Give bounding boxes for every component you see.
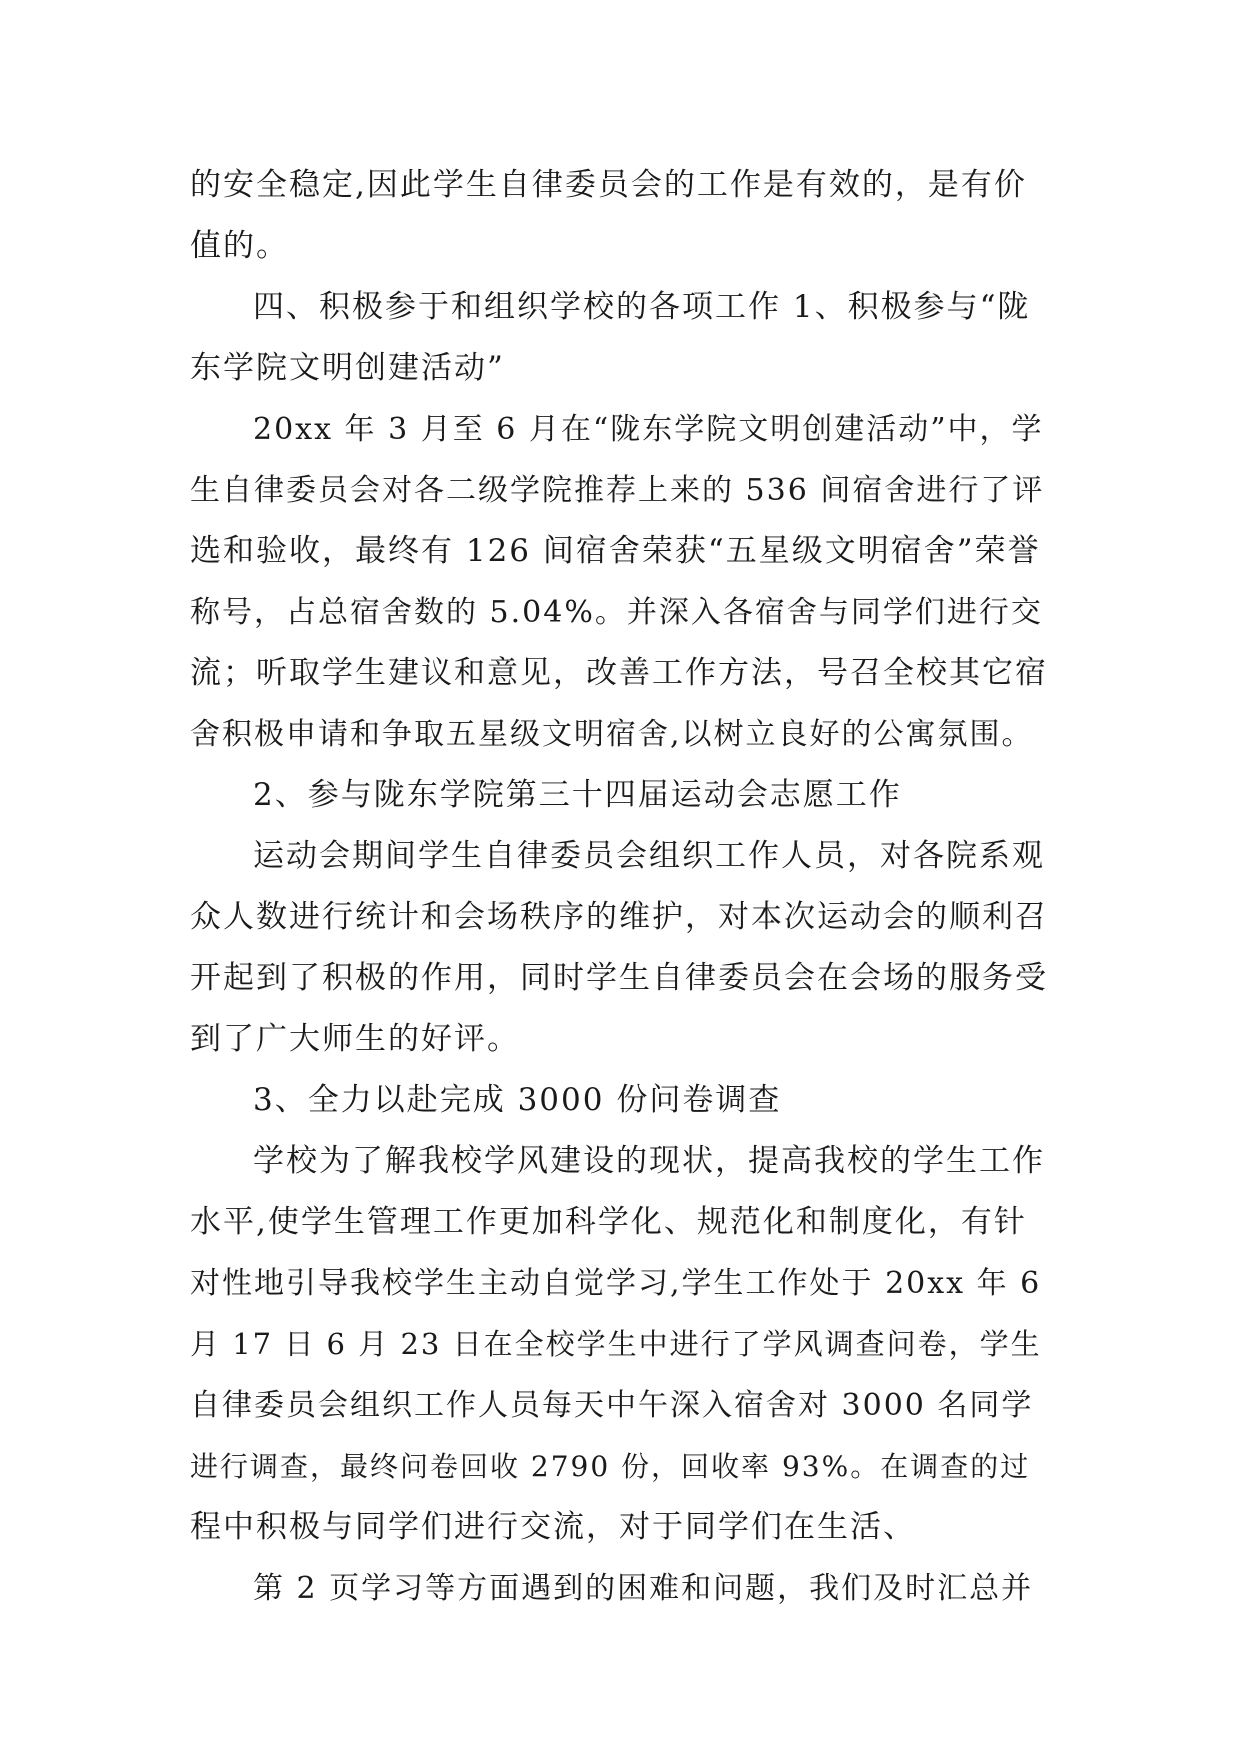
text-line: 众人数进行统计和会场秩序的维护，对本次运动会的顺利召 — [190, 899, 1048, 935]
text-line: 舍积极申请和争取五星级文明宿舍,以树立良好的公寓氛围。 — [190, 717, 1034, 752]
text-line: 水平,使学生管理工作更加科学化、规范化和制度化，有针 — [190, 1204, 1027, 1240]
text-line: 学校为了解我校学风建设的现状，提高我校的学生工作 — [253, 1143, 1045, 1179]
text-line: 开起到了积极的作用，同时学生自律委员会在会场的服务受 — [190, 960, 1048, 996]
text-line: 自律委员会组织工作人员每天中午深入宿舍对 3000 名同学 — [190, 1388, 1034, 1423]
text-line: 生自律委员会对各二级学院推荐上来的 536 间宿舍进行了评 — [190, 473, 1045, 508]
text-line: 第 2 页学习等方面遇到的困难和问题，我们及时汇总并 — [253, 1571, 1034, 1606]
text-line: 2、参与陇东学院第三十四届运动会志愿工作 — [253, 777, 902, 813]
text-line: 3、全力以赴完成 3000 份问卷调查 — [253, 1082, 782, 1118]
text-line: 20xx 年 3 月至 6 月在“陇东学院文明创建活动”中，学 — [253, 412, 1044, 447]
text-line: 流；听取学生建议和意见，改善工作方法，号召全校其它宿 — [190, 655, 1048, 691]
text-line: 月 17 日 6 月 23 日在全校学生中进行了学风调查问卷，学生 — [190, 1327, 1042, 1361]
text-line: 到了广大师生的好评。 — [190, 1021, 520, 1057]
text-line: 运动会期间学生自律委员会组织工作人员，对各院系观 — [253, 838, 1045, 874]
text-line: 四、积极参于和组织学校的各项工作 1、积极参与“陇 — [253, 289, 1031, 325]
text-line: 值的。 — [190, 228, 289, 264]
text-line: 选和验收，最终有 126 间宿舍荣获“五星级文明宿舍”荣誉 — [190, 533, 1041, 569]
text-line: 东学院文明创建活动” — [190, 350, 505, 386]
text-line: 的安全稳定,因此学生自律委员会的工作是有效的，是有价 — [190, 167, 1027, 203]
text-line: 称号，占总宿舍数的 5.04%。并深入各宿舍与同学们进行交 — [190, 595, 1043, 630]
text-line: 进行调查，最终问卷回收 2790 份，回收率 93%。在调查的过 — [190, 1450, 1031, 1483]
document-body — [190, 155, 1052, 1619]
text-line: 对性地引导我校学生主动自觉学习,学生工作处于 20xx 年 6 — [190, 1266, 1042, 1301]
text-line: 程中积极与同学们进行交流，对于同学们在生活、 — [190, 1509, 916, 1545]
